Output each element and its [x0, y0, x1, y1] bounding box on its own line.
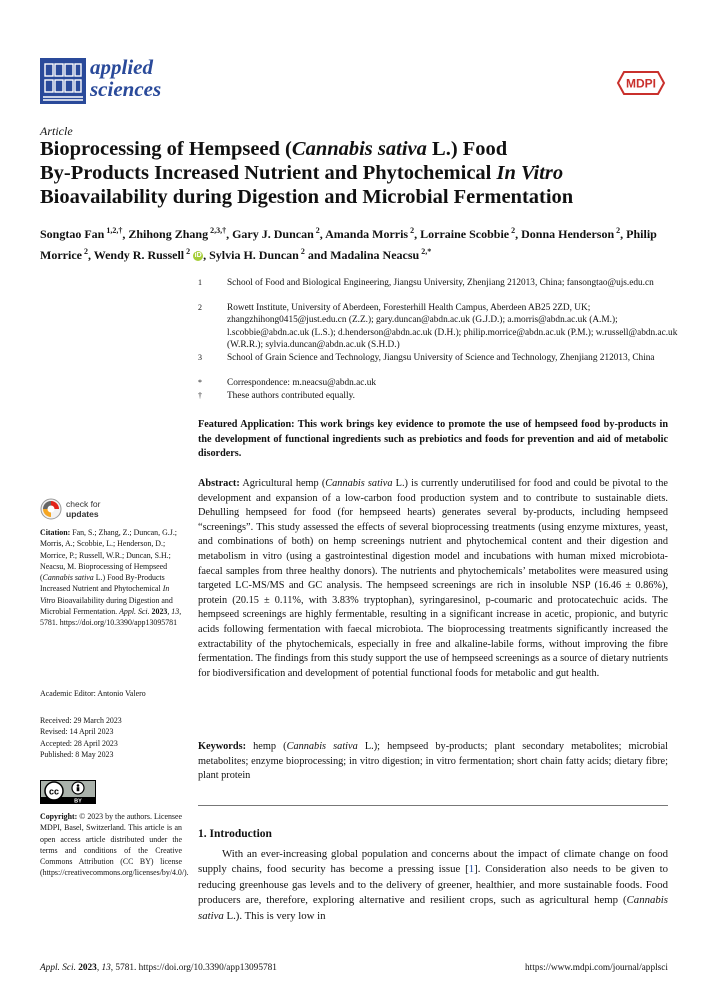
author-name: Philip Morrice — [40, 227, 657, 262]
author-affiliation-marker: 2 — [614, 226, 621, 235]
svg-text:cc: cc — [48, 786, 60, 797]
abstract: Abstract: Agricultural hemp (Cannabis sativa L.) is currently underutilised for food and could be pivotal to the development and expansion of a low-carbon food production system and to contribute to sustainable diets. Dehulling hempseed for food (for hempseed hearts) generates several by-products, including hempseed “screenings”. This study assessed the effects of several bioprocessing treatments (using enzyme mixtures, yeast, and combinations of both) on hemp screenings nutrient and phytochemical content and their digestion and metabolism in vitro (using a gastrointestinal digestion model and incubations with human mixed microbiota-faecal samples from three healthy donors). The nutrients and phytochemicals’ metabolites were measured using targeted LC-MS/MS and GC analysis. The hempseed screenings are rich in insoluble NSP (16.46 ± 0.86%), protein (20.15 ± 0.11%, with 3.83% tryptophan), syringaresinol, p-coumaric and protocatechuic acids. The hempseed screenings are highly fermentable, resulting in a significant increase in acetic, propionic, and butyric acids following fermentation with faecal microbiota. The bioprocessing treatments significantly increased the extractability of the phytochemicals, especially in free and alkaline-labile forms, without improving the fibre fermentation. The findings from this study support the use of hempseed screenings as a source of dietary nutrients for biodiversification and development of potential functional foods for metabolic and gut health. — [198, 478, 668, 679]
equal-contribution-note: † These authors contributed equally. — [198, 391, 355, 401]
svg-text:MDPI: MDPI — [626, 76, 656, 91]
paper-title: Bioprocessing of Hempseed (Cannabis sativa L.) Food By-Products Increased Nutrient and Phytochemical In Vitro Bioavailability during Digestion and Microbial Fermentation — [40, 138, 574, 208]
author-affiliation-marker: 2 — [509, 226, 516, 235]
correspondence: * Correspondence: m.neacsu@abdn.ac.uk — [198, 378, 376, 388]
author-affiliation-marker: 2,* — [419, 247, 432, 256]
svg-text:BY: BY — [74, 798, 82, 804]
author-name: Songtao Fan — [40, 227, 105, 241]
author-name: Donna Henderson — [521, 227, 615, 241]
mdpi-logo-icon — [614, 70, 668, 96]
author-name: Lorraine Scobbie — [420, 227, 510, 241]
author-name: Zhihong Zhang — [128, 227, 209, 241]
affiliation-2: 2 Rowett Institute, University of Aberdeen, Foresterhill Health Campus, Aberdeen AB25 2ZD, UK; zhangzhihong0415@just.edu.cn (Z.Z.); gary.duncan@abdn.ac.uk (G.J.D.); a.morris@abdn.ac.uk (A.M.); l.scobbie@abdn.ac.uk (L.S.); d.henderson@abdn.ac.uk (D.H.); philip.morrice@abdn.ac.uk (P.M.); w.russell@abdn.ac.uk (W.R.R.); sylvia.duncan@abdn.ac.uk (S.H.D.) — [198, 303, 678, 351]
keywords: Keywords: hemp (Cannabis sativa L.); hempseed by-products; plant secondary metabolites; microbial metabolites; enzyme bioprocessing; in vitro digestion; in vitro fermentation; short chain fatty acids; dietary fibre; plant protein — [198, 741, 668, 782]
author-affiliation-marker: 2 — [408, 226, 415, 235]
footer-journal-url[interactable]: https://www.mdpi.com/journal/applsci — [525, 963, 668, 973]
citation-link[interactable]: 1 — [468, 863, 475, 876]
section-divider — [198, 805, 668, 806]
author-name: Sylvia H. Duncan — [209, 248, 299, 262]
copyright-notice: Copyright: © 2023 by the authors. Licensee MDPI, Basel, Switzerland. This article is an open access article distributed under the terms and conditions of the Creative Commons Attribution (CC BY) license (https://creativecommons.org/licenses/by/4.0/). — [40, 812, 189, 878]
author-name: Wendy R. Russell — [93, 248, 185, 262]
introduction-text: With an ever-increasing global population and concerns about the impact of climate change on food supply chains, food security has become a pressing issue [1]. Consideration also needs to be given to reducing greenhouse gas levels and to the delivery of greener, healthier, and more sustainable foods. Food producers are, therefore, exploring alternative and resilient crops, such as agricultural hemp (Cannabis sativa L.). This is very low in — [198, 848, 668, 922]
academic-editor: Academic Editor: Antonio Valero — [40, 689, 146, 698]
footer-citation: Appl. Sci. 2023, 13, 5781. https://doi.org/10.3390/app13095781 — [40, 963, 277, 973]
author-affiliation-marker: 2 — [313, 226, 320, 235]
journal-name: applied sciences — [90, 55, 162, 101]
section-heading-introduction: 1. Introduction — [198, 828, 272, 840]
featured-application: Featured Application: This work brings key evidence to promote the use of hempseed food by-products in the development of functional ingredients such as prebiotics and foods for prevention and aid of metabolic disorders. — [198, 419, 668, 459]
author-affiliation-marker: 2 — [184, 247, 191, 256]
author-affiliation-marker: 2 — [81, 247, 88, 256]
author-name: Madalina Neacsu — [330, 248, 420, 262]
author-affiliation-marker: 2,3,† — [208, 226, 227, 235]
citation-block: Citation: Fan, S.; Zhang, Z.; Duncan, G.J.; Morris, A.; Scobbie, L.; Henderson, D.; Morrice, P.; Russell, W.R.; Duncan, S.H.; Neacsu, M. Bioprocessing of Hempseed (Cannabis sativa L.) Food By-Products Increased Nutrient and Phytochemical In Vitro Bioavailability during Digestion and Microbial Fermentation. Appl. Sci. 2023, 13, 5781. https://doi.org/10.3390/app13095781 — [40, 528, 182, 628]
cc-by-license-icon — [40, 780, 96, 804]
affiliation-1: 1 School of Food and Biological Engineering, Jiangsu University, Zhenjiang 212013, China; fansongtao@ujs.edu.cn — [198, 278, 654, 288]
check-for-updates-button[interactable]: check for updates — [40, 498, 158, 522]
affiliation-3: 3 School of Grain Science and Technology, Jiangsu University of Science and Technology, Zhenjiang 212013, China — [198, 353, 655, 363]
author-affiliation-marker: 2 — [298, 247, 305, 256]
publication-dates: Received: 29 March 2023 Revised: 14 April 2023 Accepted: 28 April 2023 Published: 8 May 2023 — [40, 716, 122, 759]
author-name: Amanda Morris — [325, 227, 409, 241]
author-affiliation-marker: 1,2,† — [104, 226, 123, 235]
orcid-icon[interactable]: iD — [194, 252, 202, 260]
author-name: Gary J. Duncan — [232, 227, 314, 241]
check-updates-icon — [40, 498, 62, 520]
article-type: Article — [40, 124, 73, 138]
author-list: Songtao Fan $^{1,2,\dagger}$, Zhihong Zhang $^{2,3,\dagger}$, Gary J. Duncan $^2$, Amanda Morris $^2$, Lorraine Scobbie $^2$, Donna Henderson $^2$, Philip Morrice $^2$, Wendy R. Russell $^2$ iD , Sylvia H. Duncan $^2$ and Madalina Neacsu $^{2,*}$ — [40, 226, 657, 262]
journal-logo-icon — [40, 58, 86, 104]
